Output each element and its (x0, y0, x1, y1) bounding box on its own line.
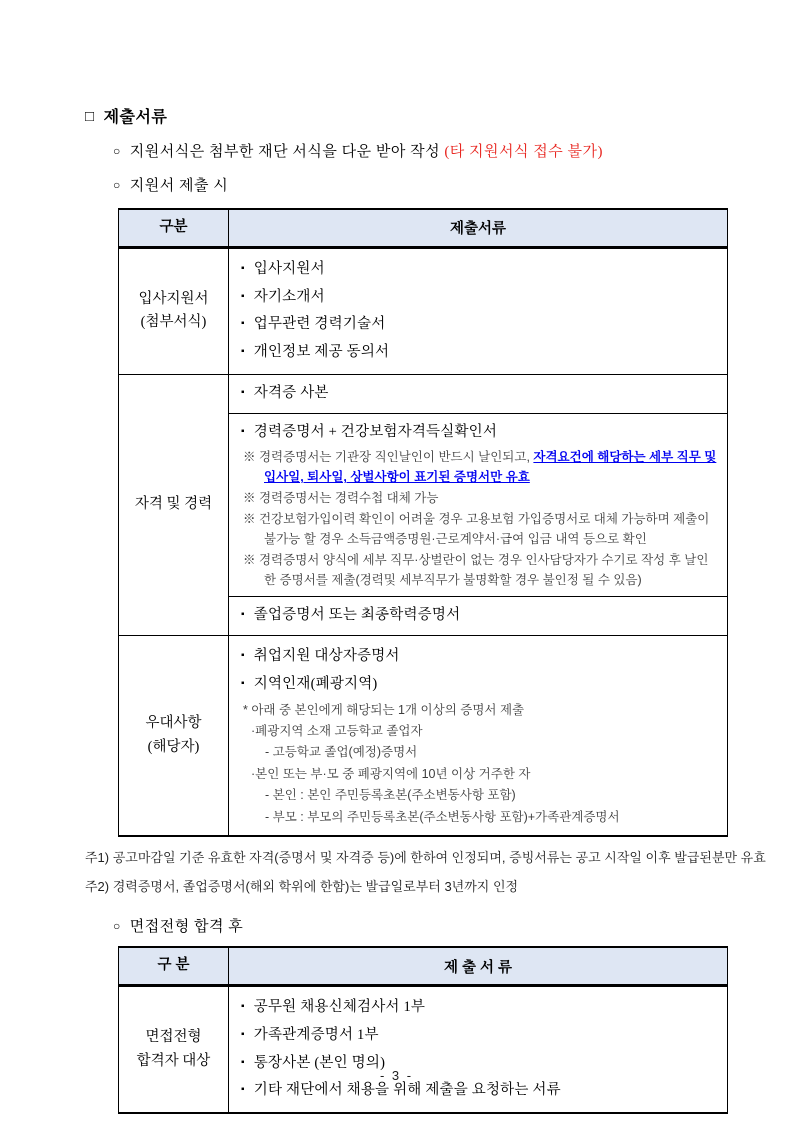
submission-documents-table (118, 208, 728, 837)
bullet-item-text: 통장사본 (본인 명의) (253, 1054, 386, 1071)
row-label-line: 우대사항 (145, 714, 202, 731)
square-bullet-icon: ▪ (241, 318, 245, 330)
intro-line3-text: 면접전형 합격 후 (129, 919, 244, 936)
bullet-item (241, 994, 717, 1022)
circle-bullet-icon: ○ (113, 144, 121, 158)
ref-note: ※ 건강보험가입이력 확인이 어려울 경우 고용보험 가입증명서로 대체 가능하며 제출이 불가능 할 경우 소득금액증명원·근로계약서·급여 입금 내역 등으로 확인 (243, 512, 710, 547)
table1-header-gubun: 구분 (119, 210, 229, 246)
table1-header-row (119, 210, 727, 249)
career-sub-license (229, 375, 727, 414)
table1-row-preference (119, 636, 727, 835)
intro-line1-text: 지원서식은 첨부한 재단 서식을 다운 받아 작성 (129, 144, 445, 160)
career-sub-graduation (229, 597, 727, 635)
bullet-item (241, 602, 717, 630)
row-label-line: 합격자 대상 (136, 1052, 211, 1069)
preference-sub-item: ·폐광지역 소재 고등학교 졸업자 (251, 724, 423, 739)
bullet-item (241, 643, 717, 671)
footnote-2: 주2) 경력증명서, 졸업증명서(해외 학위에 한함)는 발급일로부터 3년까지 인정 (85, 879, 519, 895)
row-label-application (119, 249, 229, 374)
table2-header-row (119, 948, 727, 987)
red-warning-text: (타 지원서식 접수 불가) (444, 144, 603, 160)
ref-note (243, 447, 717, 487)
table1-header-documents: 제출서류 (449, 221, 507, 238)
page-number: - 3 - (379, 1068, 414, 1083)
row-label-preference (119, 636, 229, 835)
table2-header-documents: 제 출 서 류 (443, 959, 513, 976)
preference-sub-item: - 고등학교 졸업(예정)증명서 (265, 745, 418, 760)
preference-sub-item: - 부모 : 부모의 주민등록초본(주소변동사항 포함)+가족관계증명서 (265, 809, 620, 824)
row-label-line: 면접전형 (145, 1028, 202, 1045)
square-bullet-icon: ▪ (241, 609, 245, 621)
bullet-item-text: 기타 재단에서 채용을 위해 제출을 요청하는 서류 (253, 1082, 561, 1099)
career-sub-certificates (229, 414, 727, 598)
bullet-item-text: 자기소개서 (253, 288, 325, 305)
footnote-1: 주1) 공고마감일 기준 유효한 자격(증명서 및 자격증 등)에 한하여 인정되며, 증빙서류는 공고 시작일 이후 발급된분만 유효 (85, 849, 766, 865)
blue-emphasis-text: 자격요건에 해당하는 세부 직무 및 입사일, 퇴사일, 상벌사항이 표기된 증명서만 유효 (264, 450, 717, 485)
table2-header-gubun: 구 분 (119, 948, 229, 984)
preference-sub-item: - 본인 : 본인 주민등록초본(주소변동사항 포함) (265, 788, 516, 803)
intro-line-application-form (113, 140, 745, 161)
square-bullet-icon: ▪ (241, 1028, 245, 1040)
row-label-line: (해당자) (147, 738, 200, 755)
interview-pass-table (118, 946, 728, 1114)
intro-line-submit (113, 174, 745, 195)
ref-note: ※ 경력증명서 양식에 세부 직무·상벌란이 없는 경우 인사담당자가 수기로 작성 후 날인한 증명서를 제출(경력및 세부직무가 불명확할 경우 불인정 될 수 있음) (243, 553, 709, 588)
square-bullet-icon: ▪ (241, 290, 245, 302)
bullet-item-text: 가족관계증명서 1부 (253, 1026, 379, 1043)
table1-row-career (119, 375, 727, 636)
table2-row-interview (119, 987, 727, 1112)
square-bullet-icon: ▪ (241, 425, 245, 437)
square-bullet-icon: ▪ (241, 262, 245, 274)
bullet-item-text: 입사지원서 (253, 260, 325, 277)
square-box-icon: □ (85, 109, 95, 125)
bullet-item-text: 졸업증명서 또는 최종학력증명서 (253, 607, 461, 624)
row-label-line: 입사지원서 (138, 290, 209, 307)
intro-line2-text: 지원서 제출 시 (129, 178, 229, 194)
bullet-item-text: 지역인재(폐광지역) (253, 675, 378, 692)
bullet-item (241, 256, 717, 284)
bullet-item (241, 380, 717, 408)
square-bullet-icon: ▪ (241, 1001, 245, 1013)
bullet-item-text: 취업지원 대상자증명서 (253, 648, 400, 665)
career-documents-cell (229, 375, 727, 635)
ref-note: ※ 경력증명서는 경력수첩 대체 가능 (243, 491, 439, 506)
bullet-item (241, 311, 717, 339)
bullet-item (241, 284, 717, 312)
square-bullet-icon: ▪ (241, 386, 245, 398)
interview-section-line (113, 915, 745, 936)
table1-row-application (119, 249, 727, 375)
circle-bullet-icon: ○ (113, 178, 121, 192)
section-heading-label: 제출서류 (103, 109, 168, 126)
bullet-item (241, 1022, 717, 1050)
square-bullet-icon: ▪ (241, 677, 245, 689)
square-bullet-icon: ▪ (241, 1056, 245, 1068)
row-label-interview (119, 987, 229, 1112)
preference-sub-item: ·본인 또는 부·모 중 폐광지역에 10년 이상 거주한 자 (251, 766, 531, 781)
bullet-item (241, 419, 717, 447)
bullet-item (241, 339, 717, 367)
application-documents-cell (229, 249, 727, 374)
section-heading (85, 104, 745, 127)
row-label-career (119, 375, 229, 635)
bullet-item-text: 개인정보 제공 동의서 (253, 344, 390, 361)
preference-documents-cell (229, 636, 727, 835)
square-bullet-icon: ▪ (241, 650, 245, 662)
square-bullet-icon: ▪ (241, 346, 245, 358)
bullet-item-text: 자격증 사본 (253, 384, 329, 401)
bullet-item-text: 공무원 채용신체검사서 1부 (253, 999, 426, 1016)
bullet-item (241, 671, 717, 699)
square-bullet-icon: ▪ (241, 1084, 245, 1096)
ref-note-text: ※ 경력증명서는 기관장 직인날인이 반드시 날인되고, (243, 450, 534, 465)
row-label-line: (첨부서식) (140, 314, 207, 331)
circle-bullet-icon: ○ (113, 919, 121, 934)
bullet-item-text: 경력증명서 + 건강보험자격득실확인서 (253, 423, 498, 440)
row-label-line: 자격 및 경력 (134, 496, 213, 513)
interview-documents-cell (229, 987, 727, 1112)
bullet-item-text: 업무관련 경력기술서 (253, 316, 386, 333)
star-note: * 아래 중 본인에게 해당되는 1개 이상의 증명서 제출 (243, 702, 525, 717)
